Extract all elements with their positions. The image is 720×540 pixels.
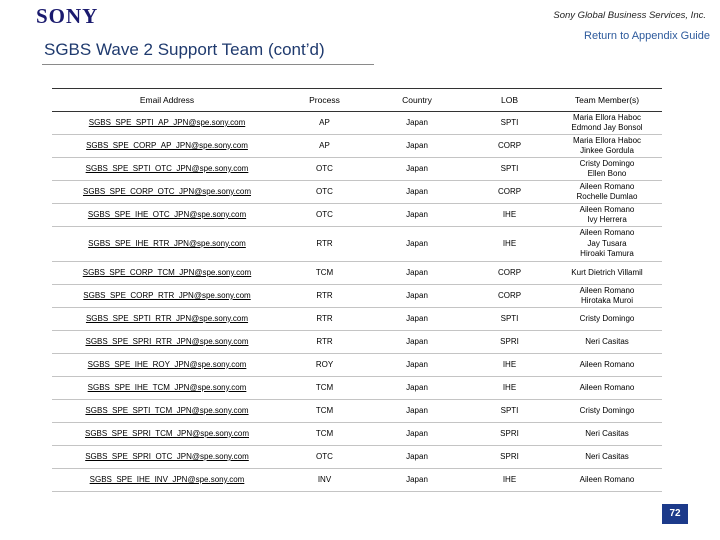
- process-cell: RTR: [282, 331, 367, 354]
- country-cell: Japan: [367, 377, 467, 400]
- table-row: [52, 204, 662, 227]
- team-members-cell: Aileen Romano: [552, 377, 662, 400]
- lob-cell: SPTI: [467, 308, 552, 331]
- company-name: Sony Global Business Services, Inc.: [553, 10, 706, 21]
- country-cell: Japan: [367, 400, 467, 423]
- country-cell: Japan: [367, 204, 467, 227]
- title-divider: [42, 64, 374, 65]
- process-cell: OTC: [282, 446, 367, 469]
- table-row: [52, 354, 662, 377]
- country-cell: Japan: [367, 331, 467, 354]
- country-cell: Japan: [367, 227, 467, 262]
- email-cell[interactable]: SGBS_SPE_SPRI_TCM_JPN@spe.sony.com: [52, 423, 282, 446]
- table-row: [52, 446, 662, 469]
- email-cell[interactable]: SGBS_SPE_SPRI_RTR_JPN@spe.sony.com: [52, 331, 282, 354]
- team-members-cell: Aileen Romano Hirotaka Muroi: [552, 285, 662, 308]
- team-members-cell: Aileen Romano: [552, 354, 662, 377]
- lob-cell: SPTI: [467, 112, 552, 135]
- process-cell: AP: [282, 135, 367, 158]
- table-row: [52, 181, 662, 204]
- table-body: [52, 112, 662, 492]
- country-cell: Japan: [367, 285, 467, 308]
- table-row: [52, 158, 662, 181]
- table-row: [52, 135, 662, 158]
- return-to-appendix-link[interactable]: Return to Appendix Guide: [584, 30, 710, 42]
- table-row: [52, 262, 662, 285]
- lob-cell: IHE: [467, 204, 552, 227]
- lob-cell: SPRI: [467, 331, 552, 354]
- country-cell: Japan: [367, 308, 467, 331]
- lob-cell: SPRI: [467, 423, 552, 446]
- table-row: [52, 308, 662, 331]
- team-members-cell: Aileen Romano Jay Tusara Hiroaki Tamura: [552, 227, 662, 262]
- process-cell: TCM: [282, 423, 367, 446]
- table-row: [52, 112, 662, 135]
- lob-cell: CORP: [467, 181, 552, 204]
- process-cell: OTC: [282, 158, 367, 181]
- team-members-cell: Maria Ellora Haboc Jinkee Gordula: [552, 135, 662, 158]
- lob-cell: CORP: [467, 262, 552, 285]
- table-row: [52, 400, 662, 423]
- lob-cell: IHE: [467, 469, 552, 492]
- column-header-lob: LOB: [467, 89, 552, 112]
- lob-cell: CORP: [467, 285, 552, 308]
- lob-cell: IHE: [467, 354, 552, 377]
- table-row: [52, 377, 662, 400]
- country-cell: Japan: [367, 423, 467, 446]
- team-members-cell: Cristy Domingo Ellen Bono: [552, 158, 662, 181]
- table-row: [52, 423, 662, 446]
- lob-cell: SPTI: [467, 158, 552, 181]
- lob-cell: CORP: [467, 135, 552, 158]
- sony-logo: SONY: [36, 4, 99, 28]
- country-cell: Japan: [367, 135, 467, 158]
- table-row: [52, 285, 662, 308]
- process-cell: TCM: [282, 262, 367, 285]
- process-cell: INV: [282, 469, 367, 492]
- team-members-cell: Aileen Romano: [552, 469, 662, 492]
- country-cell: Japan: [367, 181, 467, 204]
- country-cell: Japan: [367, 262, 467, 285]
- table-row: [52, 227, 662, 262]
- country-cell: Japan: [367, 446, 467, 469]
- email-cell[interactable]: SGBS_SPE_IHE_OTC_JPN@spe.sony.com: [52, 204, 282, 227]
- email-cell[interactable]: SGBS_SPE_SPTI_AP_JPN@spe.sony.com: [52, 112, 282, 135]
- email-cell[interactable]: SGBS_SPE_SPTI_RTR_JPN@spe.sony.com: [52, 308, 282, 331]
- column-header-team-members: Team Member(s): [552, 89, 662, 112]
- table-header-row: [52, 89, 662, 112]
- email-cell[interactable]: SGBS_SPE_SPTI_TCM_JPN@spe.sony.com: [52, 400, 282, 423]
- email-cell[interactable]: SGBS_SPE_SPRI_OTC_JPN@spe.sony.com: [52, 446, 282, 469]
- email-cell[interactable]: SGBS_SPE_CORP_TCM_JPN@spe.sony.com: [52, 262, 282, 285]
- process-cell: RTR: [282, 308, 367, 331]
- lob-cell: IHE: [467, 377, 552, 400]
- process-cell: ROY: [282, 354, 367, 377]
- country-cell: Japan: [367, 112, 467, 135]
- country-cell: Japan: [367, 354, 467, 377]
- team-members-cell: Aileen Romano Ivy Herrera: [552, 204, 662, 227]
- process-cell: AP: [282, 112, 367, 135]
- email-cell[interactable]: SGBS_SPE_SPTI_OTC_JPN@spe.sony.com: [52, 158, 282, 181]
- team-members-cell: Neri Casitas: [552, 331, 662, 354]
- country-cell: Japan: [367, 158, 467, 181]
- lob-cell: SPRI: [467, 446, 552, 469]
- process-cell: TCM: [282, 400, 367, 423]
- column-header-country: Country: [367, 89, 467, 112]
- team-members-cell: Aileen Romano Rochelle Dumlao: [552, 181, 662, 204]
- team-members-cell: Cristy Domingo: [552, 400, 662, 423]
- email-cell[interactable]: SGBS_SPE_IHE_ROY_JPN@spe.sony.com: [52, 354, 282, 377]
- country-cell: Japan: [367, 469, 467, 492]
- page-title: SGBS Wave 2 Support Team (cont’d): [44, 40, 325, 59]
- process-cell: OTC: [282, 204, 367, 227]
- team-members-cell: Maria Ellora Haboc Edmond Jay Bonsol: [552, 112, 662, 135]
- email-cell[interactable]: SGBS_SPE_CORP_OTC_JPN@spe.sony.com: [52, 181, 282, 204]
- process-cell: TCM: [282, 377, 367, 400]
- column-header-email: Email Address: [52, 89, 282, 112]
- email-cell[interactable]: SGBS_SPE_IHE_INV_JPN@spe.sony.com: [52, 469, 282, 492]
- column-header-process: Process: [282, 89, 367, 112]
- process-cell: OTC: [282, 181, 367, 204]
- lob-cell: IHE: [467, 227, 552, 262]
- table-row: [52, 331, 662, 354]
- email-cell[interactable]: SGBS_SPE_IHE_TCM_JPN@spe.sony.com: [52, 377, 282, 400]
- process-cell: RTR: [282, 285, 367, 308]
- team-members-cell: Neri Casitas: [552, 446, 662, 469]
- email-cell[interactable]: SGBS_SPE_CORP_AP_JPN@spe.sony.com: [52, 135, 282, 158]
- process-cell: RTR: [282, 227, 367, 262]
- team-members-cell: Cristy Domingo: [552, 308, 662, 331]
- table-row: [52, 469, 662, 492]
- email-cell[interactable]: SGBS_SPE_CORP_RTR_JPN@spe.sony.com: [52, 285, 282, 308]
- team-members-cell: Neri Casitas: [552, 423, 662, 446]
- page-number-badge: 72: [662, 504, 688, 524]
- lob-cell: SPTI: [467, 400, 552, 423]
- email-cell[interactable]: SGBS_SPE_IHE_RTR_JPN@spe.sony.com: [52, 227, 282, 262]
- support-team-table: [52, 88, 662, 492]
- team-members-cell: Kurt Dietrich Villamil: [552, 262, 662, 285]
